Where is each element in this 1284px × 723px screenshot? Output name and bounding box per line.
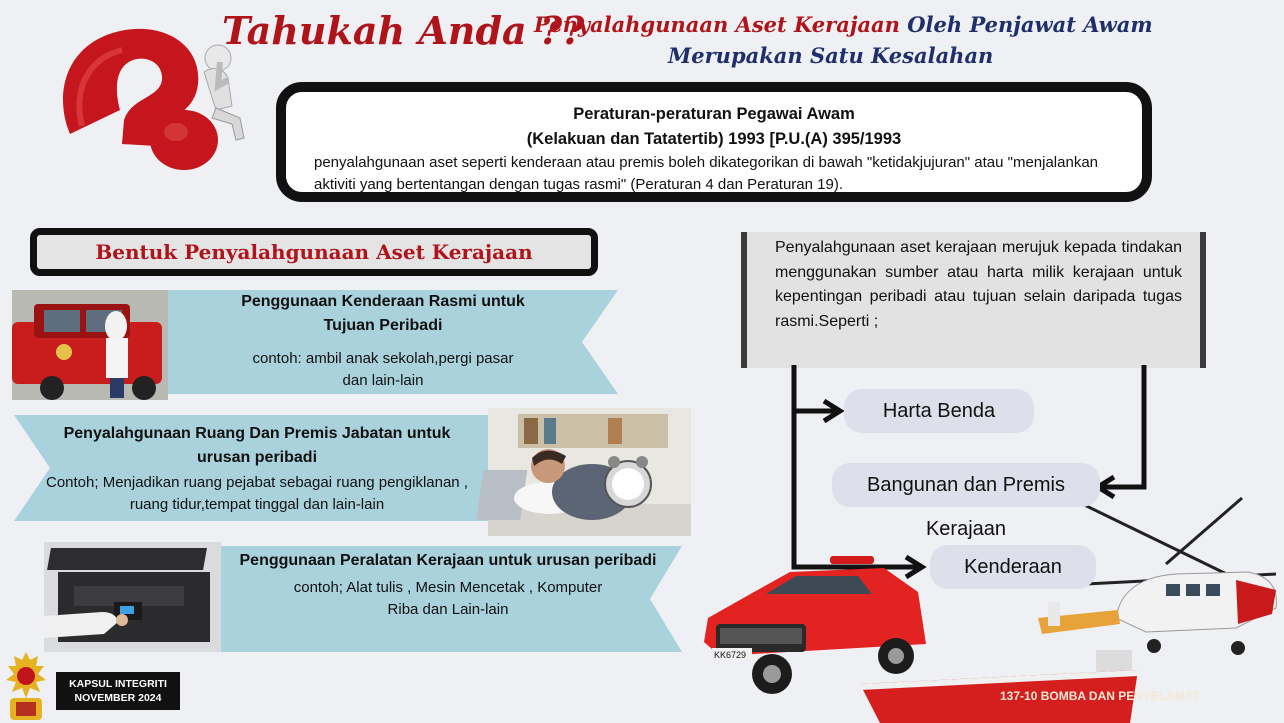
regulation-title [286,102,1142,152]
subtitle-part1: Penyalahgunaan Aset Kerajaan [534,12,900,37]
sleeping-worker-photo [488,408,691,536]
asset-harta-benda: Harta Benda [844,389,1034,433]
form-2-text [24,422,490,516]
regulation-body: penyalahgunaan aset seperti kenderaan atau premis boleh dikategorikan di bawah "ketidakjujuran" atau "menjalankan aktiviti yang bertentangan dengan tugas rasmi" (Peraturan 4 dan Peraturan 19). [314,154,1098,193]
printer-photo [44,542,221,652]
rescue-boat [860,650,1201,723]
subtitle-line1 [534,12,1153,37]
asset-kenderaan: Kenderaan [930,545,1096,589]
asset-bangunan-premis: Bangunan dan Premis Kerajaan [832,463,1100,507]
form-3-text [230,549,666,621]
subtitle-line2: Merupakan Satu Kesalahan [668,43,994,68]
subtitle-part2: Oleh Penjawat Awam [907,12,1153,37]
forms-heading: Bentuk Penyalahgunaan Aset Kerajaan [30,228,598,276]
regulation-box [276,82,1152,202]
footer-line2: NOVEMBER 2024 [74,692,162,704]
vehicle-photo [12,290,168,400]
footer-line1: KAPSUL INTEGRITI [69,678,167,690]
form-1-text [188,290,578,392]
form-1-title: Penggunaan Kenderaan Rasmi untuk Tujuan Peribadi [241,293,525,334]
vehicle-plate: KK6729 [714,650,747,660]
footer-badge [56,672,180,710]
form-1-body: contoh: ambil anak sekolah,pergi pasar dan lain-lain [252,350,514,389]
title-main: Tahukah Anda ?? [222,8,585,53]
form-3-body: contoh; Alat tulis , Mesin Mencetak , Komputer Riba dan Lain-lain [293,579,603,618]
government-crest-logo [0,648,52,723]
definition-box: Penyalahgunaan aset kerajaan merujuk kepada tindakan menggunakan sumber atau harta milik kerajaan untuk kepentingan peribadi atau tujuan selain daripada tugas rasmi.Seperti ; [741,232,1206,368]
regulation-title-line1: Peraturan-peraturan Pegawai Awam [573,105,855,123]
boat-label: 137-10 BOMBA DAN PENYELAMAT [1000,689,1201,703]
regulation-title-line2: (Kelakuan dan Tatatertib) 1993 [P.U.(A) 395/1993 [526,130,902,148]
form-2-body: Contoh; Menjadikan ruang pejabat sebagai ruang pengiklanan , ruang tidur,tempat tinggal dan lain-lain [46,474,468,513]
form-2-title: Penyalahgunaan Ruang Dan Premis Jabatan untuk urusan peribadi [63,425,451,466]
form-3-title: Penggunaan Peralatan Kerajaan untuk urusan peribadi [239,552,657,569]
